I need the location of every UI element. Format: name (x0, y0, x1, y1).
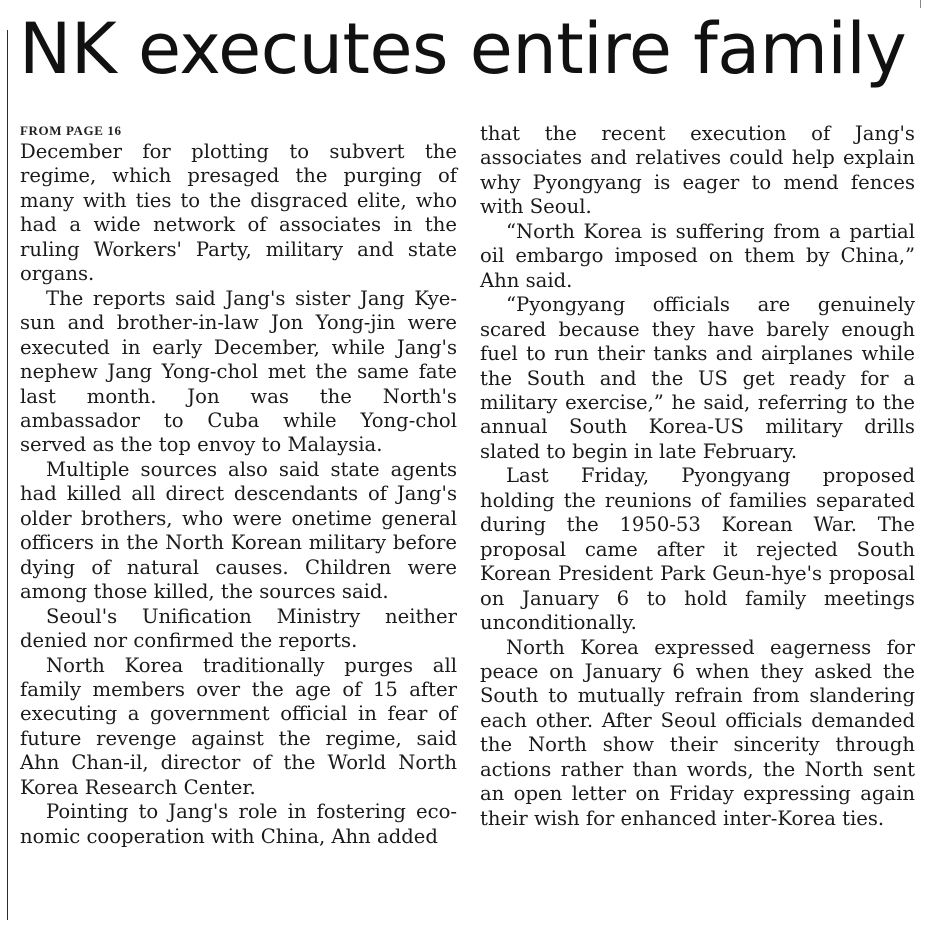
column-rule (7, 30, 8, 920)
paragraph: Seoul's Unification Ministry neither denied nor confirmed the reports. (20, 604, 457, 653)
paragraph: that the recent execution of Jang's associates and relatives could help explain why Pyongyang is eager to mend fences with Seoul. (480, 122, 915, 219)
paragraph: “North Korea is suffering from a partial oil embargo imposed on them by China,” Ahn said. (480, 219, 915, 292)
headline: NK executes entire family (19, 8, 907, 90)
paragraph: December for plotting to subvert the regime, which presaged the purging of many with ties to the disgraced elite, who had a wide network of associates in the ruling Workers' Party, military and state organs. (20, 140, 457, 286)
paragraph: North Korea traditionally purges all family members over the age of 15 after executing a government official in fear of future revenge against the regime, said Ahn Chan-il, director of the World North Korea Research Center. (20, 653, 457, 799)
paragraph: North Korea expressed eagerness for peace on January 6 when they asked the South to mutually refrain from slandering each other. After Seoul officials demanded the North show their sincerity through actions rather than words, the North sent an open letter on Friday expressing again their wish for enhanced inter-Korea ties. (480, 635, 915, 830)
paragraph: Pointing to Jang's role in fostering economic cooperation with China, Ahn added (20, 800, 457, 848)
paragraph: Last Friday, Pyongyang proposed holding the reunions of families separated during the 1950-53 Korean War. The proposal came after it rejected South Korean President Park Geun-hye's proposal on January 6 to hold family meetings unconditionally. (480, 464, 915, 635)
continuation-label: FROM PAGE 16 (20, 123, 122, 138)
paragraph: “Pyongyang officials are genuinely scared because they have barely enough fuel to run their tanks and airplanes while the South and the US get ready for a military exercise,” he said, referring to the annual South Korea-US military drills slated to begin in late February. (480, 293, 915, 463)
corner-mark (920, 0, 921, 8)
paragraph: Multiple sources also said state agents had killed all direct descendants of Jang's older brothers, who were onetime general officers in the North Korean military before dying of natural causes. Children were among those killed, the sources said. (20, 457, 457, 604)
article-column-left (20, 121, 457, 849)
article-column-right (480, 122, 915, 831)
paragraph: The reports said Jang's sister Jang Kye-sun and brother-in-law Jon Yong-jin were executed in early December, while Jang's nephew Jang Yong-chol met the same fate last month. Jon was the North's ambassador to Cuba while Yong-chol served as the top envoy to Malaysia. (20, 286, 457, 457)
